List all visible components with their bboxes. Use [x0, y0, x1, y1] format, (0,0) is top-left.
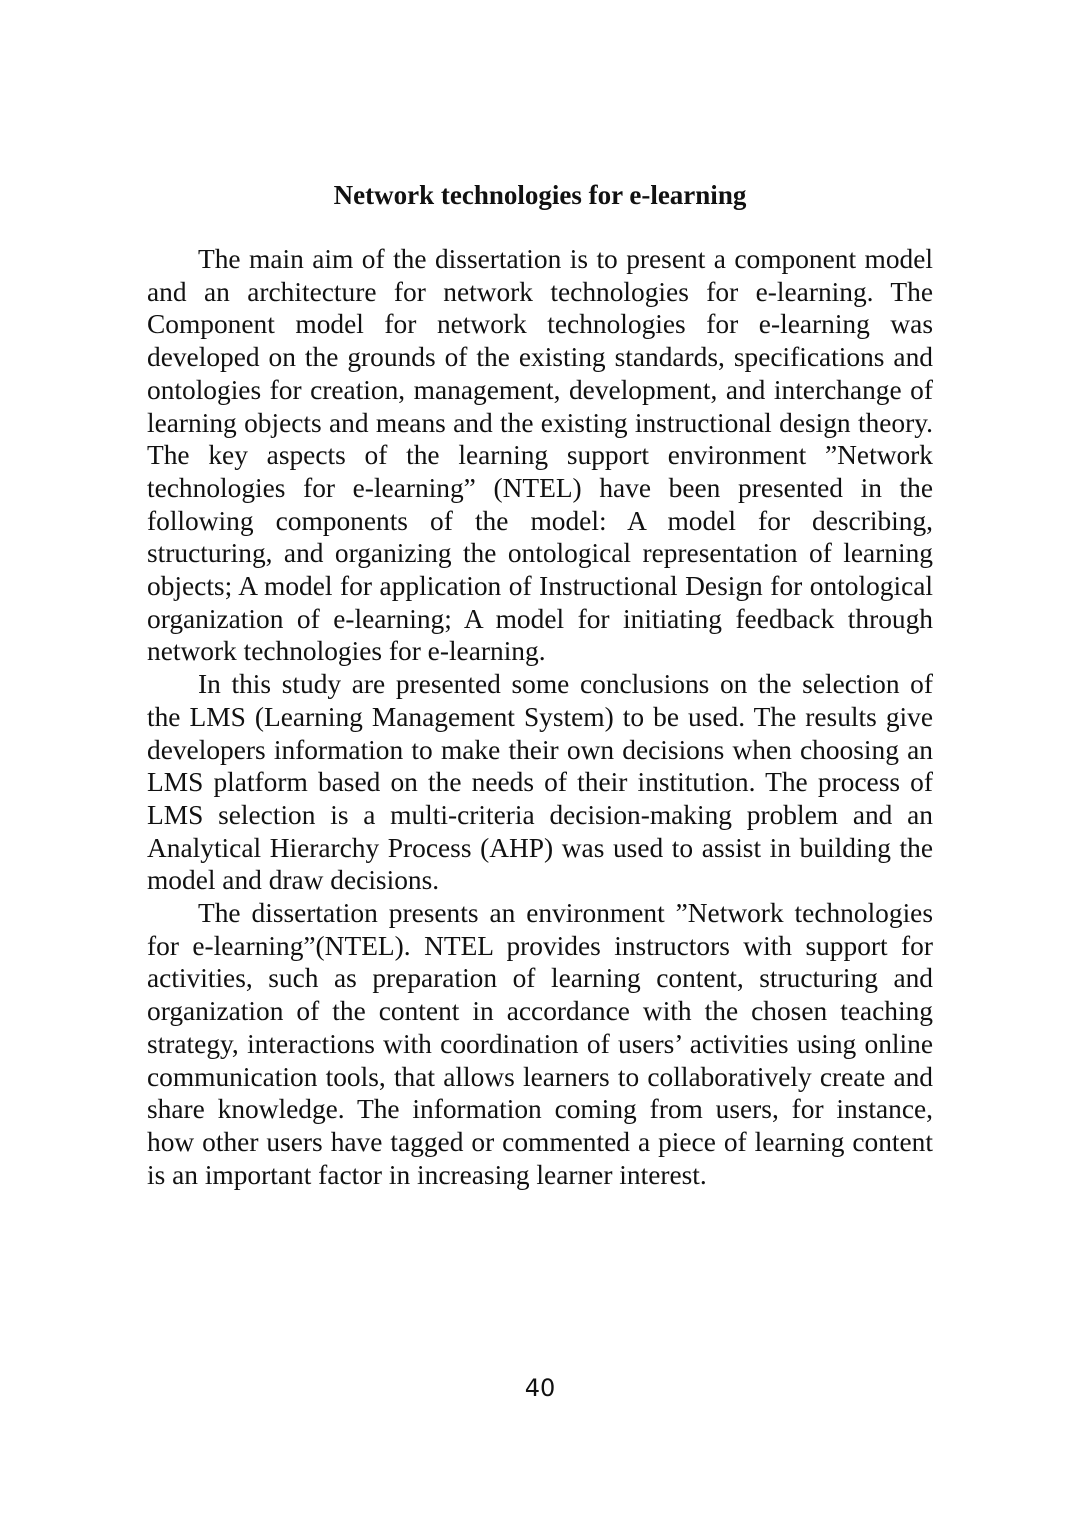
paragraph-2: In this study are presented some conclusions on the selection of the LMS (Learning Management System) to be used. The results give developers information to make their own decisions when choosing an LMS platform based on the needs of their institution. The process of LMS selection is a multi-criteria decision-making problem and an Analytical Hierarchy Process (AHP) was used to assist in building the model and draw decisions.	[147, 669, 933, 896]
body-text	[147, 243, 933, 1191]
page-title: Network technologies for e-learning	[333, 180, 747, 210]
paragraph-1: The main aim of the dissertation is to present a component model and an architecture for network technologies for e-learning. The Component model for network technologies for e-learning was developed on the grounds of the existing standards, specifications and ontologies for creation, management, development, and interchange of learning objects and means and the existing instructional design theory. The key aspects of the learning support environment ”Network technologies for e-learning” (NTEL) have been presented in the following components of the model: A model for describing, structuring, and organizing the ontological representation of learning objects; A model for application of Instructional Design for ontological organization of e-learning; A model for initiating feedback through network technologies for e-learning.	[147, 244, 933, 667]
page-number: 40	[524, 1374, 556, 1402]
paragraph-3: The dissertation presents an environment ”Network technologies for e-learning”(NTEL). NTEL provides instructors with support for activities, such as preparation of learning content, structuring and organization of the content in accordance with the chosen teaching strategy, interactions with coordination of users’ activities using online communication tools, that allows learners to collaboratively create and share knowledge. The information coming from users, for instance, how other users have tagged or commented a piece of learning content is an important factor in increasing learner interest.	[147, 898, 933, 1190]
